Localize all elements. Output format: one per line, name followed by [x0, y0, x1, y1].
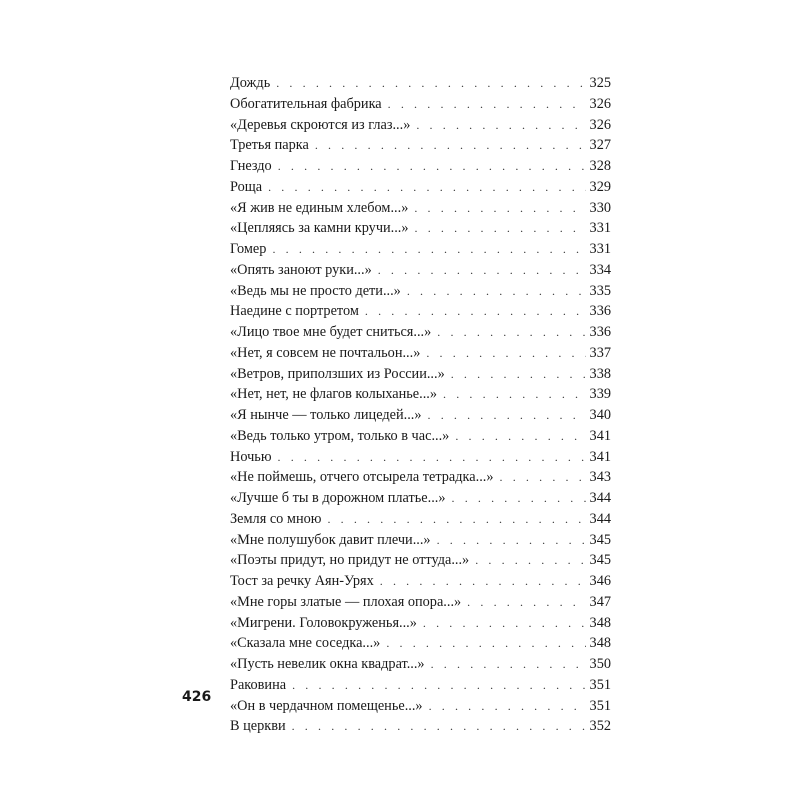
dot-leader [431, 654, 586, 675]
dot-leader [429, 696, 586, 717]
toc-entry-page: 338 [589, 365, 611, 382]
dot-leader [292, 675, 585, 696]
toc-entry [230, 530, 611, 551]
toc-entry-page: 326 [589, 95, 611, 112]
toc-entry-title: «Он в чердачном помещенье...» [230, 697, 423, 714]
toc-entry-page: 339 [589, 386, 611, 403]
dot-leader [415, 218, 586, 239]
dot-leader [452, 488, 586, 509]
dot-leader [475, 550, 585, 571]
toc-entry [230, 301, 611, 322]
toc-entry-title: «Мигрени. Головокруженья...» [230, 614, 417, 631]
toc-entry-title: Роща [230, 178, 263, 195]
toc-entry [230, 716, 611, 737]
toc-entry-title: Земля со мною [230, 510, 322, 527]
toc-entry-title: «Сказала мне соседка...» [230, 635, 381, 652]
toc-entry [230, 198, 611, 219]
toc-entry [230, 115, 611, 136]
toc-entry-page: 351 [589, 676, 611, 693]
table-of-contents [230, 73, 611, 737]
toc-entry-title: «Поэты придут, но придут не оттуда...» [230, 552, 470, 569]
dot-leader [380, 571, 586, 592]
toc-entry-page: 325 [589, 75, 611, 91]
toc-entry [230, 384, 611, 405]
toc-entry [230, 156, 611, 177]
toc-entry-title: В церкви [230, 718, 286, 735]
toc-entry-page: 327 [589, 137, 611, 154]
dot-leader [467, 592, 585, 613]
toc-entry [230, 94, 611, 115]
dot-leader [426, 343, 585, 364]
toc-entry [230, 654, 611, 675]
dot-leader [437, 322, 585, 343]
dot-leader [443, 384, 586, 405]
toc-entry [230, 467, 611, 488]
toc-entry [230, 550, 611, 571]
toc-entry-page: 328 [589, 158, 611, 174]
toc-entry [230, 447, 611, 468]
dot-leader [272, 239, 585, 260]
toc-entry-page: 344 [589, 490, 611, 506]
dot-leader [388, 94, 586, 115]
toc-entry [230, 364, 611, 385]
dot-leader [315, 135, 586, 156]
toc-entry-page: 329 [589, 178, 611, 195]
toc-entry [230, 675, 611, 696]
toc-entry [230, 73, 611, 94]
toc-entry [230, 281, 611, 302]
toc-entry-title: Ночью [230, 448, 272, 465]
toc-entry [230, 633, 611, 654]
toc-entry-title: «Нет, нет, не флагов колыханье...» [230, 386, 438, 403]
dot-leader [428, 405, 586, 426]
toc-entry-page: 337 [589, 344, 611, 361]
dot-leader [327, 509, 585, 530]
toc-entry [230, 177, 611, 198]
toc-entry-title: «Ведь мы не просто дети...» [230, 282, 401, 299]
toc-entry [230, 239, 611, 260]
dot-leader [455, 426, 585, 447]
dot-leader [278, 156, 586, 177]
toc-entry-page: 343 [589, 469, 611, 486]
toc-entry-title: «Пусть невелик окна квадрат...» [230, 656, 425, 672]
dot-leader [378, 260, 586, 281]
toc-entry-title: «Мне горы златые — плохая опора...» [230, 593, 462, 610]
toc-entry-title: «Деревья скроются из глаз...» [230, 116, 411, 133]
toc-entry-title: «Ветров, приползших из России...» [230, 365, 445, 382]
toc-entry-page: 331 [589, 220, 611, 237]
dot-leader [407, 281, 586, 302]
toc-entry-page: 336 [589, 324, 611, 340]
toc-entry-title: Обогатительная фабрика [230, 95, 382, 112]
toc-entry-page: 330 [589, 199, 611, 216]
toc-entry-page: 352 [589, 718, 611, 735]
toc-entry-title: «Цепляясь за камни кручи...» [230, 220, 409, 237]
dot-leader [386, 633, 585, 654]
toc-entry-title: «Не поймешь, отчего отсырела тетрадка...» [230, 469, 494, 486]
toc-entry-page: 340 [589, 407, 611, 423]
toc-entry [230, 696, 611, 717]
dot-leader [365, 301, 586, 322]
toc-entry-title: «Ведь только утром, только в час...» [230, 427, 450, 444]
toc-entry-title: Тост за речку Аян-Урях [230, 573, 374, 589]
toc-entry-title: Дождь [230, 75, 271, 91]
page-number: 426 [182, 689, 212, 705]
toc-entry-title: «Мне полушубок давит плечи...» [230, 531, 431, 548]
toc-entry-title: Наедине с портретом [230, 303, 359, 320]
dot-leader [276, 73, 585, 94]
toc-entry-title: Гомер [230, 241, 267, 257]
toc-entry [230, 426, 611, 447]
toc-entry [230, 218, 611, 239]
toc-entry-title: «Я нынче — только лицедей...» [230, 407, 422, 423]
toc-entry-page: 334 [589, 261, 611, 278]
toc-entry-page: 348 [589, 635, 611, 652]
toc-entry [230, 613, 611, 634]
toc-entry-page: 345 [589, 531, 611, 548]
toc-entry-title: Третья парка [230, 137, 309, 154]
toc-entry-title: Раковина [230, 676, 287, 693]
toc-entry-title: Гнездо [230, 158, 272, 174]
dot-leader [414, 198, 585, 219]
toc-entry-page: 336 [589, 303, 611, 320]
dot-leader [500, 467, 586, 488]
toc-entry-page: 345 [589, 552, 611, 569]
toc-entry [230, 405, 611, 426]
dot-leader [416, 115, 585, 136]
toc-entry-title: «Лицо твое мне будет сниться...» [230, 324, 432, 340]
toc-entry [230, 135, 611, 156]
toc-entry-page: 347 [589, 593, 611, 610]
toc-entry-page: 331 [589, 241, 611, 257]
toc-entry-page: 335 [589, 282, 611, 299]
dot-leader [268, 177, 585, 198]
toc-entry-title: «Нет, я совсем не почтальон...» [230, 344, 421, 361]
toc-entry-page: 341 [589, 448, 611, 465]
toc-entry-title: «Опять заноют руки...» [230, 261, 372, 278]
dot-leader [292, 716, 586, 737]
dot-leader [451, 364, 586, 385]
dot-leader [423, 613, 586, 634]
toc-entry-page: 341 [589, 427, 611, 444]
toc-entry-page: 344 [589, 510, 611, 527]
toc-entry [230, 509, 611, 530]
toc-entry-page: 348 [589, 614, 611, 631]
toc-entry-page: 326 [589, 116, 611, 133]
toc-entry-title: «Лучше б ты в дорожном платье...» [230, 490, 446, 506]
toc-entry-page: 346 [589, 573, 611, 589]
toc-entry [230, 571, 611, 592]
dot-leader [437, 530, 586, 551]
toc-entry-title: «Я жив не единым хлебом...» [230, 199, 409, 216]
toc-entry-page: 350 [589, 656, 611, 672]
toc-entry-page: 351 [589, 697, 611, 714]
toc-entry [230, 592, 611, 613]
toc-entry [230, 343, 611, 364]
toc-entry [230, 322, 611, 343]
dot-leader [278, 447, 586, 468]
toc-entry [230, 260, 611, 281]
toc-entry [230, 488, 611, 509]
